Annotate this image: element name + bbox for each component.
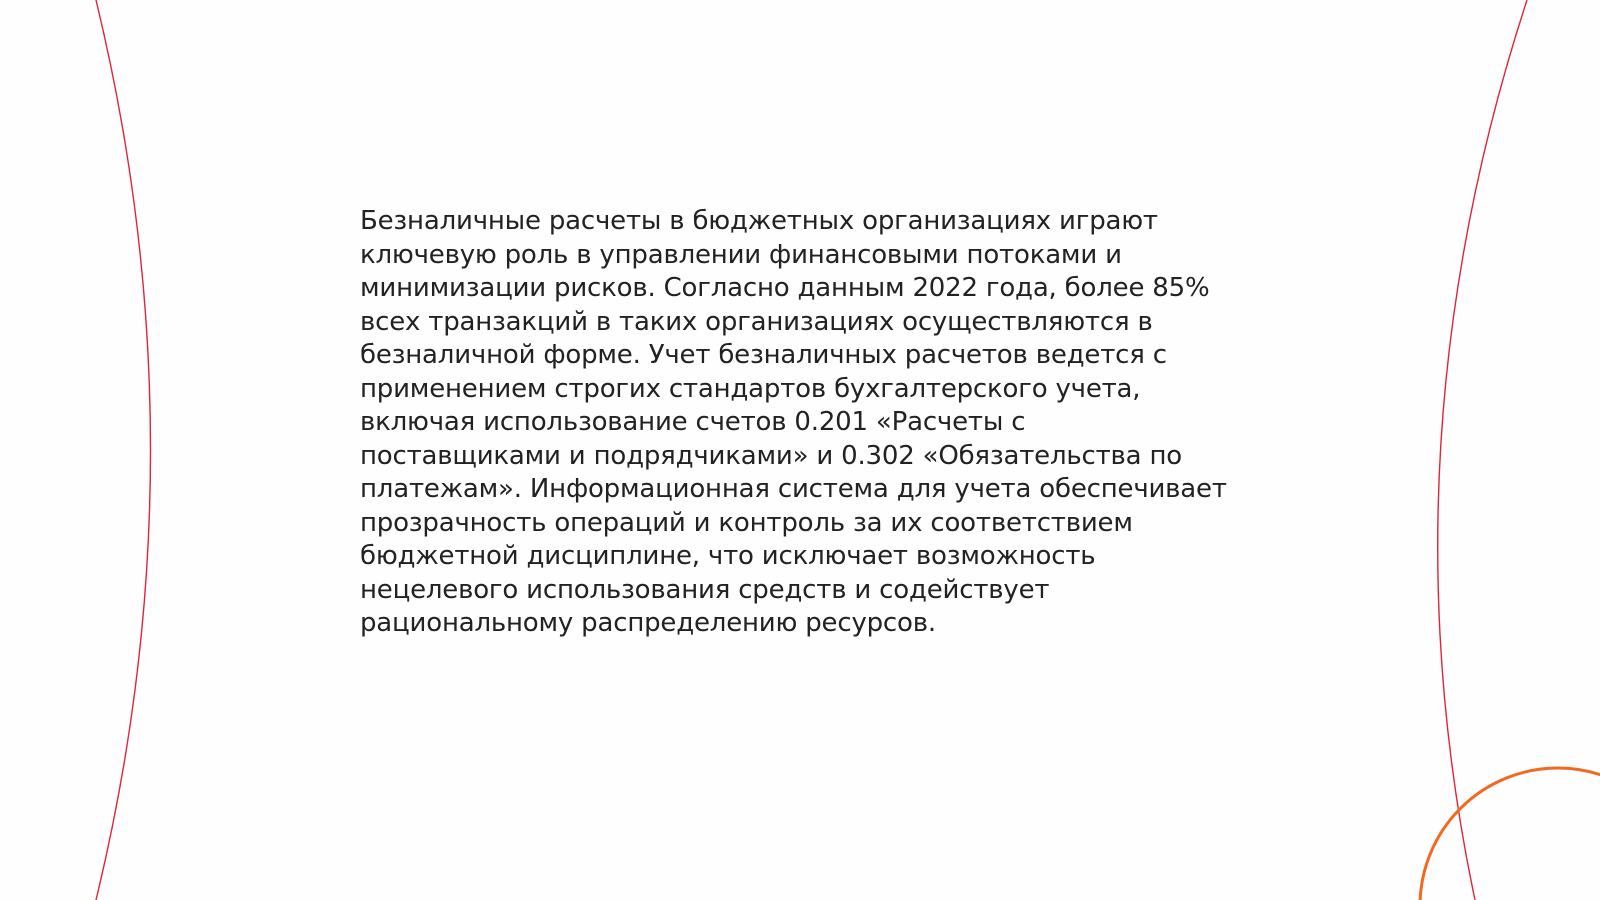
paragraph-line: включая использование счетов 0.201 «Расчеты с <box>360 407 1026 437</box>
paragraph-line: ключевую роль в управлении финансовыми потоками и <box>360 239 1122 270</box>
left-curve <box>96 0 151 900</box>
paragraph-line: всех транзакций в таких организациях осуществляются в <box>360 306 1153 337</box>
body-paragraph <box>360 205 1240 641</box>
paragraph-line: рациональному распределению ресурсов. <box>360 608 936 638</box>
paragraph-line: поставщиками и подрядчиками» и 0.302 «Обязательства по <box>360 440 1182 471</box>
orange-circle <box>1420 768 1600 900</box>
paragraph-line: нецелевого использования средств и содействует <box>360 574 1050 605</box>
paragraph-line: прозрачность операций и контроль за их соответствием <box>360 507 1133 538</box>
paragraph-line: платежам». Информационная система для учета обеспечивает <box>360 474 1227 504</box>
paragraph-line: безналичной форме. Учет безналичных расчетов ведется с <box>360 340 1167 370</box>
right-curve <box>1438 0 1527 900</box>
paragraph-line: Безналичные расчеты в бюджетных организациях играют <box>360 206 1158 236</box>
paragraph-line: бюджетной дисциплине, что исключает возможность <box>360 541 1096 571</box>
paragraph-line: минимизации рисков. Согласно данным 2022 года, более 85% <box>360 273 1210 303</box>
paragraph-line: применением строгих стандартов бухгалтерского учета, <box>360 373 1141 404</box>
